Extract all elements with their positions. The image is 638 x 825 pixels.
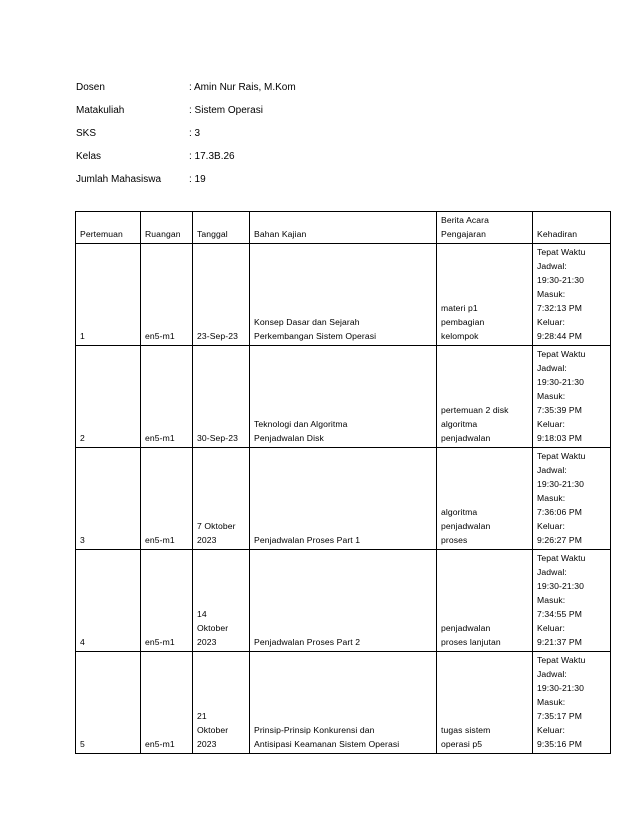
header-bahan-kajian: Bahan Kajian	[250, 212, 437, 244]
cell-line: Jadwal:	[537, 261, 567, 271]
cell-line: 19:30-21:30	[537, 683, 584, 693]
info-label: Matakuliah	[76, 105, 125, 116]
cell-line: Jadwal:	[537, 669, 567, 679]
cell-line: proses lanjutan	[441, 637, 501, 647]
cell-line: Jadwal:	[537, 363, 567, 373]
info-value: : Sistem Operasi	[189, 105, 263, 116]
cell-line: 14	[197, 609, 207, 619]
cell-line: 7:35:39 PM	[537, 405, 582, 415]
cell-line: Masuk:	[537, 697, 566, 707]
cell-tanggal	[193, 652, 250, 754]
info-label: SKS	[76, 128, 97, 139]
cell-line: kelompok	[441, 331, 479, 341]
cell-tanggal	[193, 346, 250, 448]
cell-kehadiran	[533, 244, 611, 346]
cell-pertemuan: 3	[76, 448, 141, 550]
info-value: : 3	[189, 128, 201, 139]
cell-bahan-kajian	[250, 244, 437, 346]
cell-line: 7:36:06 PM	[537, 507, 582, 517]
header-berita-acara	[437, 212, 533, 244]
cell-pertemuan: 2	[76, 346, 141, 448]
info-row-matakuliah	[76, 99, 296, 122]
cell-line: tugas sistem	[441, 725, 491, 735]
cell-line: 9:26:27 PM	[537, 535, 582, 545]
cell-line: Tepat Waktu	[537, 655, 586, 665]
info-value: : 17.3B.26	[189, 151, 235, 162]
cell-line: Prinsip-Prinsip Konkurensi dan	[254, 725, 375, 735]
cell-ruangan: en5-m1	[141, 244, 193, 346]
cell-line: penjadwalan	[441, 623, 491, 633]
info-row-sks	[76, 122, 296, 145]
cell-line: Penjadwalan Proses Part 2	[254, 637, 361, 647]
info-row-dosen	[76, 76, 296, 99]
cell-line: 9:18:03 PM	[537, 433, 582, 443]
cell-line: Jadwal:	[537, 465, 567, 475]
cell-line: Keluar:	[537, 725, 565, 735]
cell-kehadiran	[533, 448, 611, 550]
cell-tanggal	[193, 448, 250, 550]
info-row-kelas	[76, 145, 296, 168]
cell-line: 19:30-21:30	[537, 275, 584, 285]
cell-line: Tepat Waktu	[537, 451, 586, 461]
cell-berita-acara	[437, 652, 533, 754]
course-info	[76, 76, 296, 191]
cell-pertemuan: 4	[76, 550, 141, 652]
cell-line: 2023	[197, 637, 217, 647]
cell-berita-acara	[437, 244, 533, 346]
cell-line: Keluar:	[537, 419, 565, 429]
cell-berita-acara	[437, 346, 533, 448]
cell-bahan-kajian	[250, 550, 437, 652]
cell-line: pembagian	[441, 317, 485, 327]
cell-ruangan: en5-m1	[141, 346, 193, 448]
cell-line: Penjadwalan Disk	[254, 433, 324, 443]
cell-berita-acara	[437, 448, 533, 550]
header-berita-line: Pengajaran	[441, 229, 486, 239]
cell-line: 19:30-21:30	[537, 581, 584, 591]
table-header-row	[76, 212, 611, 244]
table-row	[76, 346, 611, 448]
cell-bahan-kajian	[250, 346, 437, 448]
cell-pertemuan: 5	[76, 652, 141, 754]
cell-line: Oktober	[197, 725, 229, 735]
table-row	[76, 652, 611, 754]
header-tanggal: Tanggal	[193, 212, 250, 244]
info-value: : 19	[189, 174, 206, 185]
header-kehadiran: Kehadiran	[533, 212, 611, 244]
cell-line: Teknologi dan Algoritma	[254, 419, 348, 429]
cell-line: 23-Sep-23	[197, 331, 239, 341]
cell-ruangan: en5-m1	[141, 550, 193, 652]
cell-ruangan: en5-m1	[141, 448, 193, 550]
cell-line: Perkembangan Sistem Operasi	[254, 331, 377, 341]
cell-line: Keluar:	[537, 521, 565, 531]
cell-line: Keluar:	[537, 623, 565, 633]
cell-line: Penjadwalan Proses Part 1	[254, 535, 361, 545]
table-row	[76, 244, 611, 346]
table-row	[76, 550, 611, 652]
info-label: Kelas	[76, 151, 102, 162]
header-berita-line: Berita Acara	[441, 215, 490, 225]
cell-line: 2023	[197, 535, 217, 545]
cell-line: 2023	[197, 739, 217, 749]
cell-line: 7:35:17 PM	[537, 711, 582, 721]
cell-berita-acara	[437, 550, 533, 652]
cell-line: materi p1	[441, 303, 478, 313]
cell-line: 9:28:44 PM	[537, 331, 582, 341]
cell-line: Tepat Waktu	[537, 247, 586, 257]
cell-line: 21	[197, 711, 207, 721]
cell-line: operasi p5	[441, 739, 483, 749]
cell-line: Tepat Waktu	[537, 349, 586, 359]
cell-line: Konsep Dasar dan Sejarah	[254, 317, 360, 327]
cell-pertemuan: 1	[76, 244, 141, 346]
cell-line: Tepat Waktu	[537, 553, 586, 563]
cell-line: penjadwalan	[441, 521, 491, 531]
cell-line: proses	[441, 535, 468, 545]
cell-line: 7:32:13 PM	[537, 303, 582, 313]
cell-line: Jadwal:	[537, 567, 567, 577]
cell-line: 9:21:37 PM	[537, 637, 582, 647]
cell-line: penjadwalan	[441, 433, 491, 443]
info-value: : Amin Nur Rais, M.Kom	[189, 82, 296, 93]
cell-line: 30-Sep-23	[197, 433, 239, 443]
cell-line: pertemuan 2 disk	[441, 405, 509, 415]
table-row	[76, 448, 611, 550]
cell-line: 7 Oktober	[197, 521, 236, 531]
cell-line: 9:35:16 PM	[537, 739, 582, 749]
cell-line: 7:34:55 PM	[537, 609, 582, 619]
cell-line: Keluar:	[537, 317, 565, 327]
cell-tanggal	[193, 244, 250, 346]
cell-line: Antisipasi Keamanan Sistem Operasi	[254, 739, 400, 749]
cell-line: Masuk:	[537, 595, 566, 605]
cell-line: 19:30-21:30	[537, 479, 584, 489]
cell-line: Masuk:	[537, 391, 566, 401]
cell-line: Masuk:	[537, 289, 566, 299]
cell-kehadiran	[533, 346, 611, 448]
cell-tanggal	[193, 550, 250, 652]
cell-line: algoritma	[441, 419, 478, 429]
header-ruangan: Ruangan	[141, 212, 193, 244]
cell-line: 19:30-21:30	[537, 377, 584, 387]
info-label: Dosen	[76, 82, 105, 93]
attendance-table	[75, 211, 611, 754]
cell-kehadiran	[533, 550, 611, 652]
cell-bahan-kajian	[250, 652, 437, 754]
cell-line: Oktober	[197, 623, 229, 633]
cell-ruangan: en5-m1	[141, 652, 193, 754]
cell-line: Masuk:	[537, 493, 566, 503]
cell-kehadiran	[533, 652, 611, 754]
cell-bahan-kajian	[250, 448, 437, 550]
header-pertemuan: Pertemuan	[76, 212, 141, 244]
cell-line: algoritma	[441, 507, 478, 517]
info-label: Jumlah Mahasiswa	[76, 174, 162, 185]
info-row-jumlah-mahasiswa	[76, 168, 296, 191]
